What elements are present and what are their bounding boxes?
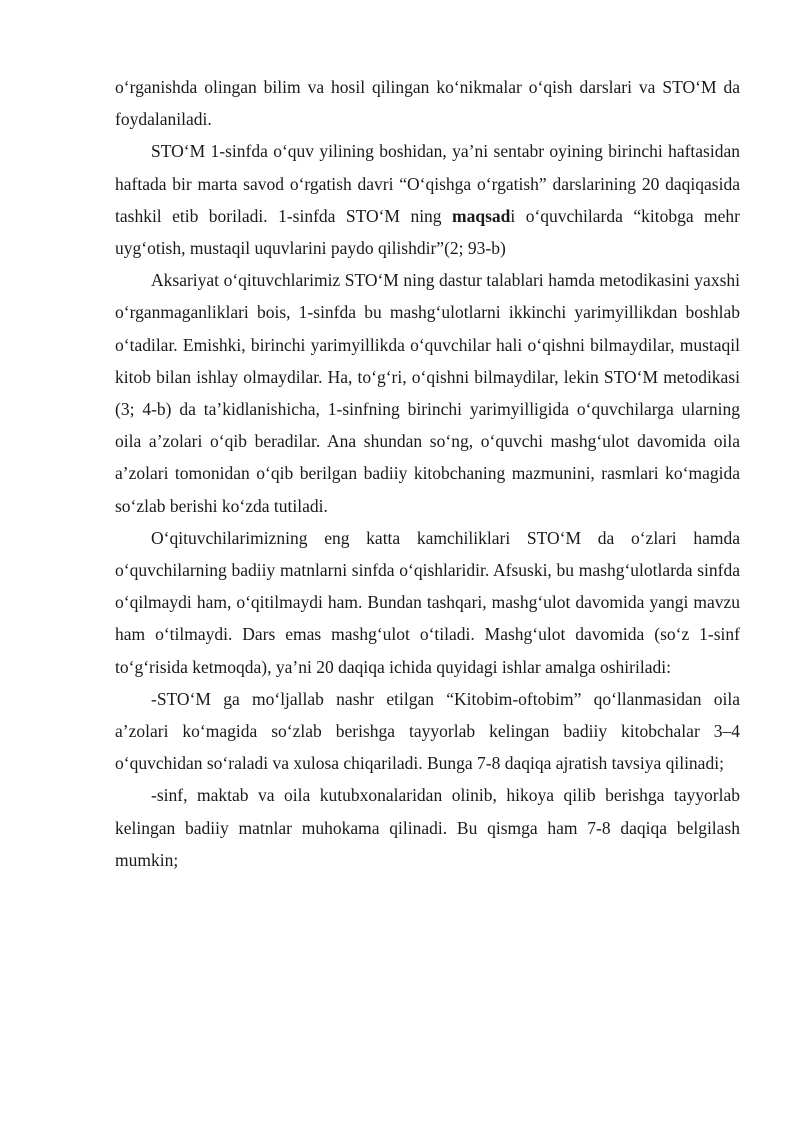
paragraph-text: i o‘quvchilarda “kitobga mehr uyg‘otish, mustaqil uquvlarini paydo qilishdir”(2; 93-b): [115, 205, 740, 259]
bold-term: maqsad: [452, 205, 511, 226]
paragraph-text: -sinf, maktab va oila kutubxonalaridan olinib, hikoya qilib berishga tayyorlab kelingan badiiy matnlar muhokama qilinadi. Bu qismga ham 7-8 daqiqa belgilash mumkin;: [115, 785, 740, 870]
paragraph: [115, 135, 740, 264]
paragraph: [115, 779, 740, 876]
paragraph-text: -STO‘M ga mo‘ljallab nashr etilgan “Kitobim-oftobim” qo‘llanmasidan oila a’zolari ko‘magida so‘zlab berishga tayyorlab kelingan badiiy kitobchalar 3–4 o‘quvchidan so‘raladi va xulosa chiqariladi. Bunga 7-8 daqiqa ajratish tavsiya qilinadi;: [115, 688, 740, 774]
document-body: [115, 71, 740, 876]
paragraph-text: Aksariyat o‘qituvchlarimiz STO‘M ning dastur talablari hamda metodikasini yaxshi o‘rganmaganliklari bois, 1-sinfda bu mashg‘ulotlarni ikkinchi yarimyillikdan boshlab o‘tadilar. Emishki, birinchi yarimyillikda o‘quvchilar hali o‘qishni bilmaydilar, mustaqil kitob bilan ishlay olmaydilar. Ha, to‘g‘ri, o‘qishni bilmaydilar, lekin STO‘M metodikasi (3; 4-b) da ta’kidlanishicha, 1-sinfning birinchi yarimyilligida o‘quvchilarga ularning oila a’zolari o‘qib beradilar. Ana shundan so‘ng, o‘quvchi mashg‘ulot davomida oila a’zolari tomonidan o‘qib berilgan badiiy kitobchaning mazmunini, rasmlari ko‘magida so‘zlab berishi ko‘zda tutiladi.: [115, 270, 740, 516]
paragraph: [115, 522, 740, 683]
paragraph: [115, 683, 740, 780]
paragraph-text: STO‘M 1-sinfda o‘quv yilining boshidan, ya’ni sentabr oyining birinchi haftasidan haftada bir marta savod o‘rgatish davri “O‘qishga o‘rgatish” darslarining 20 daqiqasida tashkil etib boriladi. 1-sinfda STO‘M ning: [115, 141, 740, 226]
paragraph-text: o‘rganishda olingan bilim va hosil qilingan ko‘nikmalar o‘qish darslari va STO‘M da foydalaniladi.: [115, 77, 740, 130]
paragraph-text: O‘qituvchilarimizning eng katta kamchiliklari STO‘M da o‘zlari hamda o‘quvchilarning badiiy matnlarni sinfda o‘qishlaridir. Afsuski, bu mashg‘ulotlarda sinfda o‘qilmaydi ham, o‘qitilmaydi ham. Bundan tashqari, mashg‘ulot davomida yangi mavzu ham o‘tilmaydi. Dars emas mashg‘ulot o‘tiladi. Mashg‘ulot davomida (so‘z 1-sinf to‘g‘risida ketmoqda), ya’ni 20 daqiqa ichida quyidagi ishlar amalga oshiriladi:: [115, 527, 740, 677]
paragraph: [115, 264, 740, 522]
paragraph: [115, 71, 740, 135]
